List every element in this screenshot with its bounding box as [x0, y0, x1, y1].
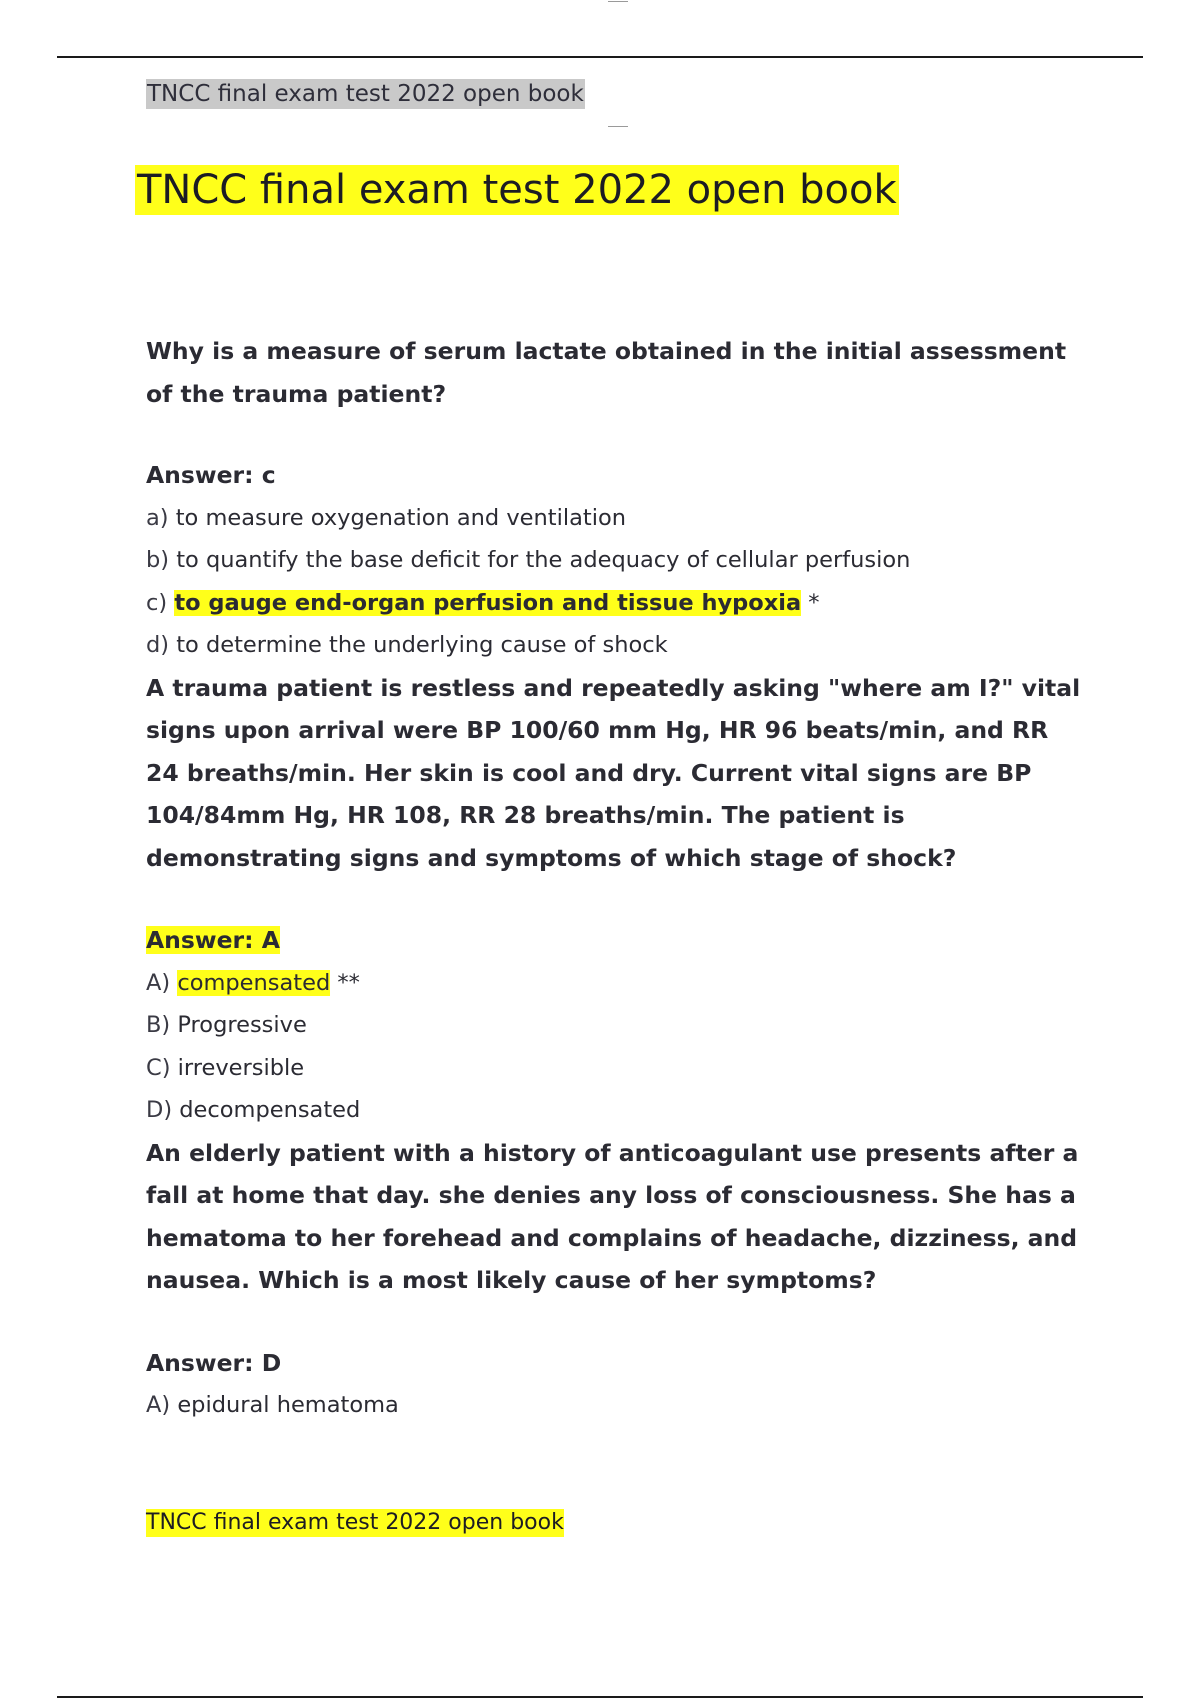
- option-text-correct: to gauge end-organ perfusion and tissue hypoxia: [174, 589, 802, 616]
- option-letter: A): [146, 969, 171, 996]
- page-footer: TNCC final exam test 2022 open book: [146, 1510, 564, 1535]
- question-2-option-c: [146, 1047, 1086, 1090]
- option-text: Progressive: [177, 1012, 307, 1038]
- option-text: irreversible: [177, 1054, 305, 1081]
- question-2-option-b: [146, 1004, 1086, 1047]
- option-text: decompensated: [179, 1097, 361, 1123]
- document-body: [146, 330, 1086, 1427]
- question-3-prompt: An elderly patient with a history of anticoagulant use presents after a fall at home that day. she denies any loss of consciousness. She has a hematoma to her forehead and complains of headache, dizziness, and nausea. Which is a most likely cause of her symptoms?: [146, 1138, 1079, 1294]
- question-1-option-a: [146, 497, 1086, 540]
- question-3-answer: Answer: D: [146, 1348, 282, 1377]
- question-2-answer: [146, 919, 1086, 962]
- question-1-answer: Answer: c: [146, 461, 276, 489]
- option-text: to measure oxygenation and ventilation: [175, 504, 626, 531]
- question-2-prompt: A trauma patient is restless and repeatedly asking "where am I?" vital signs upon arrival were BP 100/60 mm Hg, HR 96 beats/min, and RR 24 breaths/min. Her skin is cool and dry. Current vital signs are BP 104/84mm Hg, HR 108, RR 28 breaths/min. The patient is demonstrating signs and symptoms of which stage of shock?: [146, 673, 1081, 872]
- question-3-option-a: [146, 1384, 1086, 1427]
- option-letter: a): [146, 504, 169, 531]
- answer-highlight: Answer: A: [146, 926, 280, 954]
- correct-mark: *: [808, 589, 820, 616]
- option-letter: b): [146, 547, 170, 573]
- header-separator-mark: [608, 126, 628, 127]
- question-2-option-d: [146, 1089, 1086, 1132]
- option-letter: c): [146, 589, 168, 616]
- question-1-option-c: [146, 582, 1086, 625]
- option-text-correct: compensated: [177, 969, 331, 996]
- bottom-rule: [57, 1696, 1143, 1698]
- correct-mark: **: [337, 969, 360, 996]
- top-rule: [57, 56, 1143, 58]
- running-header: TNCC final exam test 2022 open book: [147, 81, 584, 107]
- question-1-option-b: [146, 539, 1086, 582]
- document-title: TNCC final exam test 2022 open book: [137, 167, 897, 213]
- option-letter: D): [146, 1097, 173, 1123]
- question-2-option-a: [146, 962, 1086, 1005]
- option-text: epidural hematoma: [177, 1392, 399, 1418]
- question-1-prompt: Why is a measure of serum lactate obtained in the initial assessment of the trauma patient?: [146, 337, 1067, 408]
- option-letter: C): [146, 1054, 171, 1081]
- option-letter: d): [146, 632, 170, 658]
- option-letter: B): [146, 1012, 171, 1038]
- option-letter: A): [146, 1392, 171, 1418]
- option-text: to determine the underlying cause of shock: [176, 632, 668, 658]
- option-text: to quantify the base deficit for the adequacy of cellular perfusion: [176, 547, 911, 573]
- question-1-option-d: [146, 624, 1086, 667]
- page-separator-mark: [608, 1, 628, 2]
